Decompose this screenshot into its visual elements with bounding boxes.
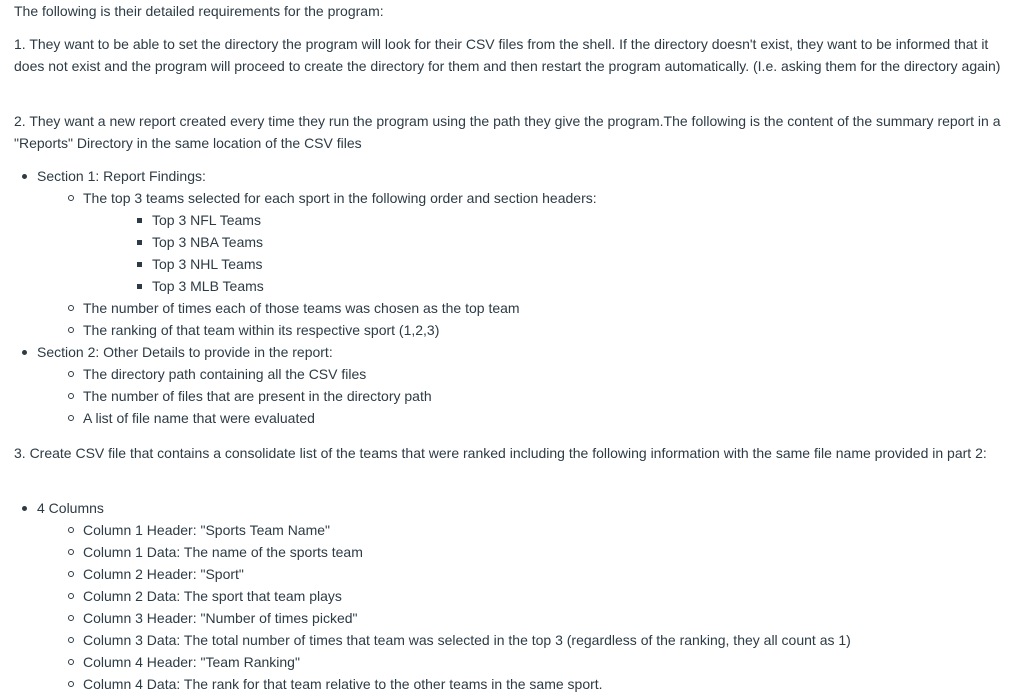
column-item: Column 1 Header: "Sports Team Name" [83, 522, 331, 538]
list-item [14, 341, 1010, 429]
column-items [37, 519, 1010, 695]
section-2-item: The directory path containing all the CSV files [83, 366, 367, 382]
circle-bullet-icon [68, 593, 74, 599]
requirement-2: 2. They want a new report created every time they run the program using the path they give the program.The following is the content of the summary report in a "Reports" Directory in the same location of the CSV files [14, 113, 1001, 151]
list-item [37, 541, 1010, 563]
list-item [37, 607, 1010, 629]
circle-bullet-icon [68, 571, 74, 577]
circle-bullet-icon [68, 327, 74, 333]
square-bullet-icon [137, 262, 142, 267]
list-item [14, 165, 1010, 341]
list-item [83, 231, 1010, 253]
section-2-item: A list of file name that were evaluated [83, 410, 315, 426]
circle-bullet-icon [68, 681, 74, 687]
column-item: Column 3 Header: "Number of times picked" [83, 610, 358, 626]
section-2-label: Section 2: Other Details to provide in the report: [37, 344, 333, 360]
section-1-label: Section 1: Report Findings: [37, 168, 206, 184]
csv-columns-list [14, 497, 1010, 695]
circle-bullet-icon [68, 549, 74, 555]
columns-label: 4 Columns [37, 500, 104, 516]
list-item [37, 297, 1010, 319]
column-item: Column 4 Data: The rank for that team relative to the other teams in the same sport. [83, 676, 603, 692]
section-1-item: The number of times each of those teams was chosen as the top team [83, 300, 520, 316]
report-sections-list [14, 165, 1010, 429]
disc-bullet-icon [22, 350, 27, 355]
square-bullet-icon [137, 218, 142, 223]
square-bullet-icon [137, 284, 142, 289]
intro-text: The following is their detailed requirements for the program: [14, 3, 384, 19]
list-item [37, 187, 1010, 297]
list-item [37, 407, 1010, 429]
top-teams-item: Top 3 MLB Teams [152, 278, 264, 294]
circle-bullet-icon [68, 195, 74, 201]
section-1-items [37, 187, 1010, 341]
list-item [37, 673, 1010, 695]
list-item [83, 275, 1010, 297]
column-item: Column 4 Header: "Team Ranking" [83, 654, 300, 670]
section-1-item: The ranking of that team within its respective sport (1,2,3) [83, 322, 440, 338]
requirement-3: 3. Create CSV file that contains a consolidate list of the teams that were ranked including the following information with the same file name provided in part 2: [14, 445, 987, 461]
list-item [37, 519, 1010, 541]
circle-bullet-icon [68, 527, 74, 533]
top-teams-list [83, 209, 1010, 297]
circle-bullet-icon [68, 615, 74, 621]
circle-bullet-icon [68, 393, 74, 399]
column-item: Column 3 Data: The total number of times that team was selected in the top 3 (regardless of the ranking, they all count as 1) [83, 632, 851, 648]
column-item: Column 1 Data: The name of the sports team [83, 544, 363, 560]
section-2-items [37, 363, 1010, 429]
list-item [37, 319, 1010, 341]
list-item [83, 253, 1010, 275]
section-1-item: The top 3 teams selected for each sport in the following order and section headers: [83, 190, 597, 206]
top-teams-item: Top 3 NFL Teams [152, 212, 261, 228]
list-item [83, 209, 1010, 231]
circle-bullet-icon [68, 415, 74, 421]
list-item [37, 585, 1010, 607]
column-item: Column 2 Header: "Sport" [83, 566, 244, 582]
list-item [37, 363, 1010, 385]
list-item [37, 629, 1010, 651]
section-2-item: The number of files that are present in the directory path [83, 388, 432, 404]
top-teams-item: Top 3 NBA Teams [152, 234, 264, 250]
requirement-1: 1. They want to be able to set the directory the program will look for their CSV files from the shell. If the directory doesn't exist, they want to be informed that it does not exist and the program will proceed to create the directory for them and then restart the program automatically. (I.e. asking them for the directory again) [14, 36, 1001, 74]
disc-bullet-icon [22, 506, 27, 511]
circle-bullet-icon [68, 305, 74, 311]
list-item [37, 563, 1010, 585]
circle-bullet-icon [68, 659, 74, 665]
list-item [14, 497, 1010, 695]
top-teams-item: Top 3 NHL Teams [152, 256, 263, 272]
square-bullet-icon [137, 240, 142, 245]
circle-bullet-icon [68, 371, 74, 377]
column-item: Column 2 Data: The sport that team plays [83, 588, 342, 604]
list-item [37, 385, 1010, 407]
disc-bullet-icon [22, 174, 27, 179]
circle-bullet-icon [68, 637, 74, 643]
list-item [37, 651, 1010, 673]
